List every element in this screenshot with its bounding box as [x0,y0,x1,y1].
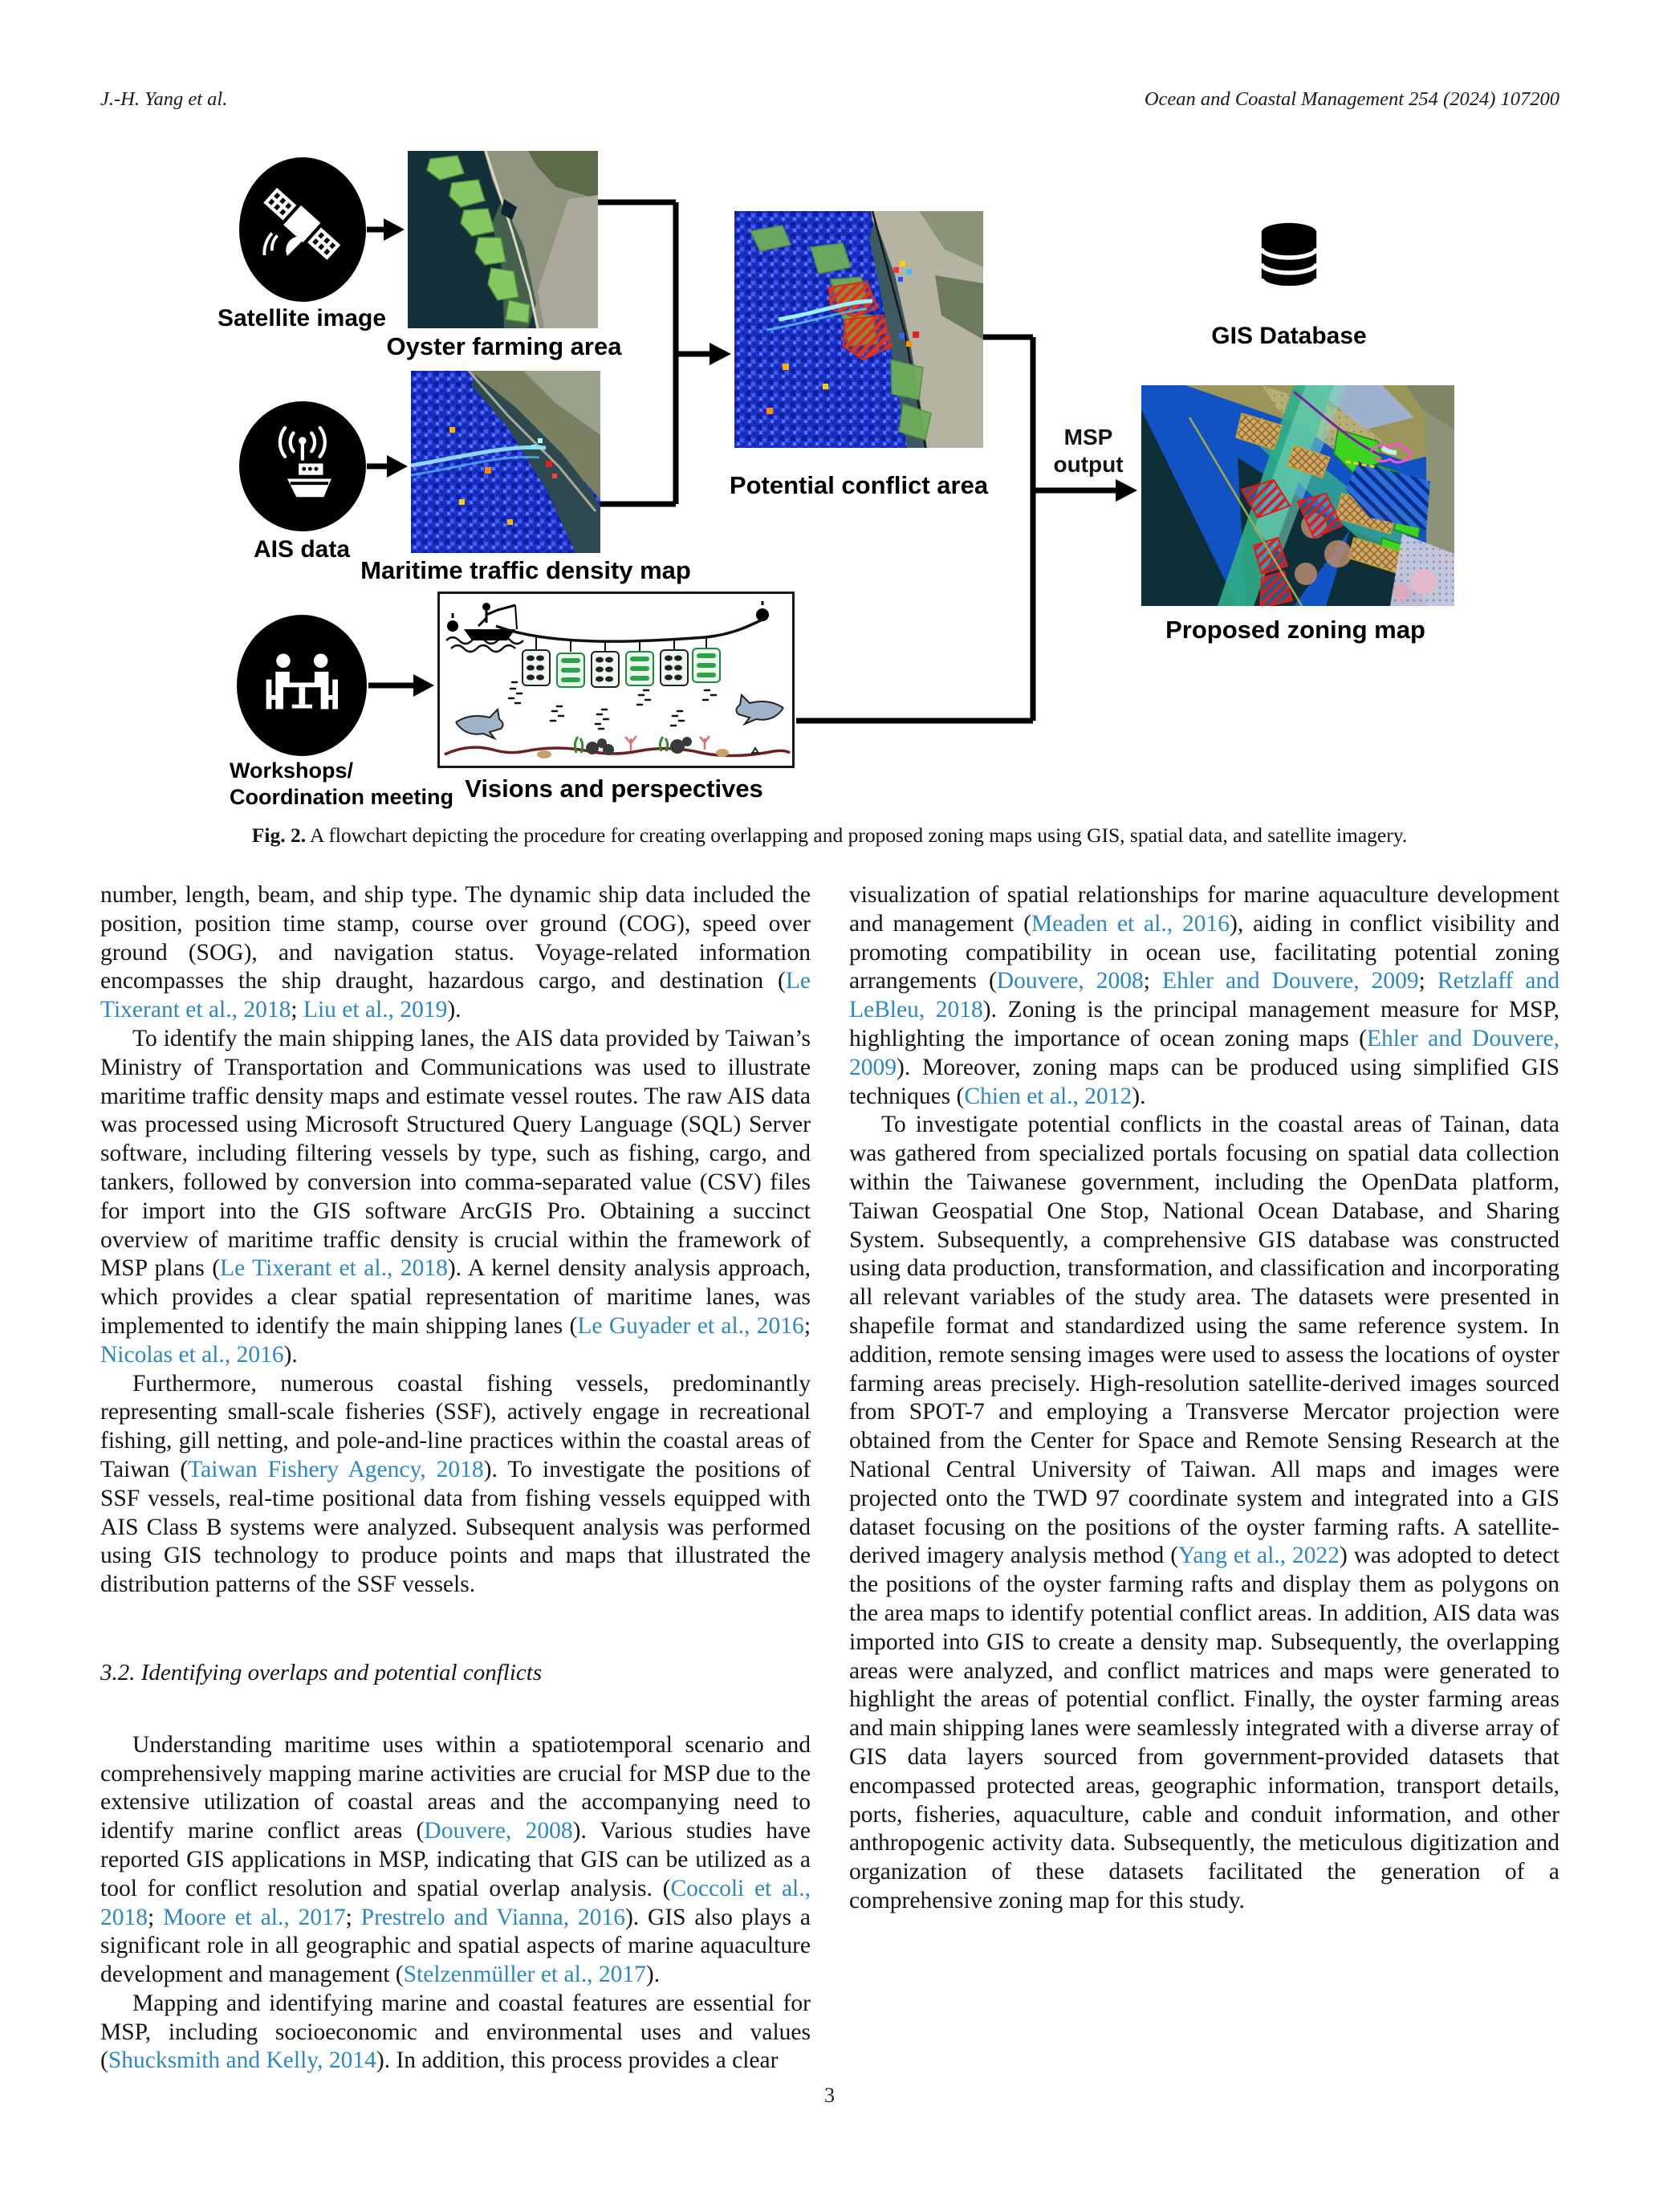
citation-link[interactable]: Meaden et al., 2016 [1031,910,1230,937]
node-satellite [239,157,366,302]
citation-link[interactable]: Prestrelo and Vianna, 2016 [360,1904,625,1930]
body-text: Furthermore, numerous coastal fishing vessels, predominantly representing small-scale fisheries (SSF), actively engage in recreational fishing, gill netting, and pole-and-line practices within the coastal areas of Taiwan ( [100,1370,811,1482]
gis-database-label: GIS Database [1211,323,1367,349]
citation-link[interactable]: Liu et al., 2019 [303,997,448,1023]
oyster-farming-area-label: Oyster farming area [386,332,622,360]
citation-link[interactable]: Le Tixerant et al., 2018 [100,968,811,1023]
figure-caption-text: A flowchart depicting the procedure for creating overlapping and proposed zoning maps using GIS, spatial data, and satellite imagery. [306,823,1408,847]
body-text: ). In addition, this process provides a clear [376,2047,779,2074]
arrowhead-icon [413,674,434,697]
body-text: ; [1418,968,1437,994]
workshops-icon [255,635,349,737]
citation-link[interactable]: Taiwan Fishery Agency, 2018 [188,1456,484,1482]
body-paragraph [100,1990,811,2076]
maritime-traffic-density-map-image [411,371,600,553]
satellite-icon [257,177,348,282]
body-text: ). GIS also plays a significant role in all geographic and spatial aspects of marine aquaculture development and management ( [100,1904,811,1988]
citation-link[interactable]: Yang et al., 2022 [1178,1543,1340,1569]
satellite-image-label: Satellite image [217,305,387,331]
body-text: ). [283,1341,298,1368]
body-text: ), aiding in conflict visibility and promoting compatibility in ocean use, facilitating potential zoning arrangements ( [849,910,1559,994]
citation-link[interactable]: Retzlaff and LeBleu, 2018 [849,968,1560,1023]
visions-and-perspectives-label: Visions and perspectives [465,775,763,803]
msp-line1: MSP [1063,425,1113,449]
body-paragraph [100,881,811,1025]
citation-link[interactable]: Douvere, 2008 [424,1818,573,1844]
body-text: ). [645,1962,661,1988]
visions-illustration [440,594,792,766]
page-number: 3 [824,2084,835,2107]
database-icon [1246,207,1332,315]
body-text: ; [803,1312,811,1339]
body-text: ; [291,997,303,1023]
body-text: visualization of spatial relationships for marine aquaculture development and management ( [849,882,1559,937]
node-ais [239,401,366,531]
body-paragraph [100,1731,811,1990]
citation-link[interactable]: Ehler and Douvere, 2009 [849,1025,1559,1080]
body-paragraph [100,1370,811,1600]
body-text: ; [345,1904,361,1930]
body-text: To identify the main shipping lanes, the AIS data provided by Taiwan’s Ministry of Transportation and Communications was used to illustrate maritime traffic density maps and estimate vessel routes. The raw AIS data was processed using Microsoft Structured Query Language (SQL) Server software, including filtering vessels by type, such as fishing, cargo, and tankers, followed by conversion into comma-separated value (CSV) files for import into the GIS software ArcGIS Pro. Obtaining a succinct overview of maritime traffic density is crucial within the framework of MSP plans ( [100,1025,811,1282]
oyster-farming-area-image [408,151,598,328]
arrowhead-icon [387,455,408,478]
body-text: Understanding maritime uses within a spatiotemporal scenario and comprehensively mapping marine activities are crucial for MSP due to the extensive utilization of coastal areas and the accompanying need to identify marine conflict areas ( [100,1731,811,1844]
figure-2 [0,0,1659,827]
article-body [100,881,1559,2076]
body-paragraph [100,1025,811,1370]
proposed-zoning-map-image [1141,385,1454,606]
body-text: ; [148,1904,164,1930]
citation-link[interactable]: Moore et al., 2017 [163,1904,346,1930]
header-authors: J.-H. Yang et al. [100,88,228,110]
citation-link[interactable]: Shucksmith and Kelly, 2014 [108,2047,376,2074]
figure-caption-tag: Fig. 2. [251,823,307,847]
arrowhead-icon [384,218,405,241]
workshops-line1: Workshops/ [230,758,354,783]
section-heading: 3.2. Identifying overlaps and potential conflicts [100,1659,543,1685]
proposed-zoning-map-label: Proposed zoning map [1165,616,1425,644]
body-text: ) was adopted to detect the positions of the oyster farming rafts and display them as polygons on the area maps to identify potential conflict areas. In addition, AIS data was imported into GIS to create a density map. Subsequently, the overlapping areas were analyzed, and conflict matrices and maps were generated to highlight the areas of potential conflict. Finally, the oyster farming areas and main shipping lanes were seamlessly integrated with a diverse array of GIS data layers sourced from government-provided datasets that encompassed protected areas, geographic information, transport details, ports, fisheries, aquaculture, cable and conduit information, and other anthropogenic activity data. Subsequently, the meticulous digitization and organization of these datasets facilitated the generation of a comprehensive zoning map for this study. [849,1543,1559,1913]
potential-conflict-area-label: Potential conflict area [729,471,989,499]
body-text: ). [447,997,462,1023]
msp-output-label [1041,424,1136,478]
body-paragraph [849,1111,1559,1915]
citation-link[interactable]: Coccoli et al., 2018 [100,1875,811,1930]
maritime-traffic-density-map-label: Maritime traffic density map [360,556,691,584]
citation-link[interactable]: Stelzenmüller et al., 2017 [403,1962,646,1988]
ais-icon [257,420,348,514]
citation-link[interactable]: Le Guyader et al., 2016 [577,1312,804,1339]
body-text: ; [1143,968,1163,994]
figure-caption [140,823,1519,848]
body-paragraph [849,881,1559,1111]
visions-illustration-box [437,592,795,768]
arrowhead-icon [710,343,731,365]
msp-line2: output [1053,452,1124,477]
body-text: ). [1132,1083,1146,1109]
body-text: ). Various studies have reported GIS applications in MSP, indicating that GIS can be utilized as a tool for conflict resolution and spatial overlap analysis. ( [100,1818,811,1901]
body-text: Mapping and identifying marine and coastal features are essential for MSP, including socioeconomic and environmental uses and values ( [100,1990,811,2074]
dish [286,237,305,256]
left-column [100,881,811,2076]
body-text: ). Zoning is the principal management measure for MSP, highlighting the importance of ocean zoning maps ( [849,997,1559,1051]
potential-conflict-area-image [734,211,983,448]
arrowhead-icon [1116,479,1137,502]
header-journal: Ocean and Coastal Management 254 (2024) 107200 [1144,88,1559,110]
citation-link[interactable]: Chien et al., 2012 [964,1083,1132,1109]
citation-link[interactable]: Douvere, 2008 [996,968,1144,994]
right-column [849,881,1559,2076]
body-text: number, length, beam, and ship type. The dynamic ship data included the position, position time stamp, course over ground (COG), speed over ground (SOG), and navigation status. Voyage-related information encompasses the ship draught, hazardous cargo, and destination ( [100,882,811,994]
citation-link[interactable]: Le Tixerant et al., 2018 [220,1255,448,1282]
node-workshops [237,615,367,756]
body-text: ). A kernel density analysis approach, which provides a clear spatial representation of maritime lanes, was implemented to identify the main shipping lanes ( [100,1255,811,1339]
ais-data-label: AIS data [253,536,351,563]
citation-link[interactable]: Nicolas et al., 2016 [100,1341,284,1368]
body-text: ). To investigate the positions of SSF vessels, real-time positional data from fishing vessels equipped with AIS Class B systems were analyzed. Subsequent analysis was performed using GIS technology to produce points and maps that illustrated the distribution patterns of the SSF vessels. [100,1456,811,1598]
citation-link[interactable]: Ehler and Douvere, 2009 [1162,968,1419,994]
body-text: ). Moreover, zoning maps can be produced using simplified GIS techniques ( [849,1054,1559,1109]
workshops-line2: Coordination meeting [230,785,453,809]
body-text: To investigate potential conflicts in the coastal areas of Tainan, data was gathered from specialized portals focusing on spatial data collection within the Taiwanese government, including the OpenData platform, Taiwan Geospatial One Stop, National Ocean Database, and Sharing System. Subsequently, a comprehensive GIS database was constructed using data production, transformation, and classification and incorporating all relevant variables of the study area. The datasets were presented in shapefile format and standardized using the same reference system. In addition, remote sensing images were used to assess the locations of oyster farming areas precisely. High-resolution satellite-derived images sourced from SPOT-7 and employing a Transverse Mercator projection were obtained from the Center for Space and Remote Sensing Research at the National Central University of Taiwan. All maps and images were projected onto the TWD 97 coordinate system and integrated into a GIS dataset focusing on the positions of the oyster farming rafts. A satellite-derived imagery analysis method ( [849,1112,1559,1569]
